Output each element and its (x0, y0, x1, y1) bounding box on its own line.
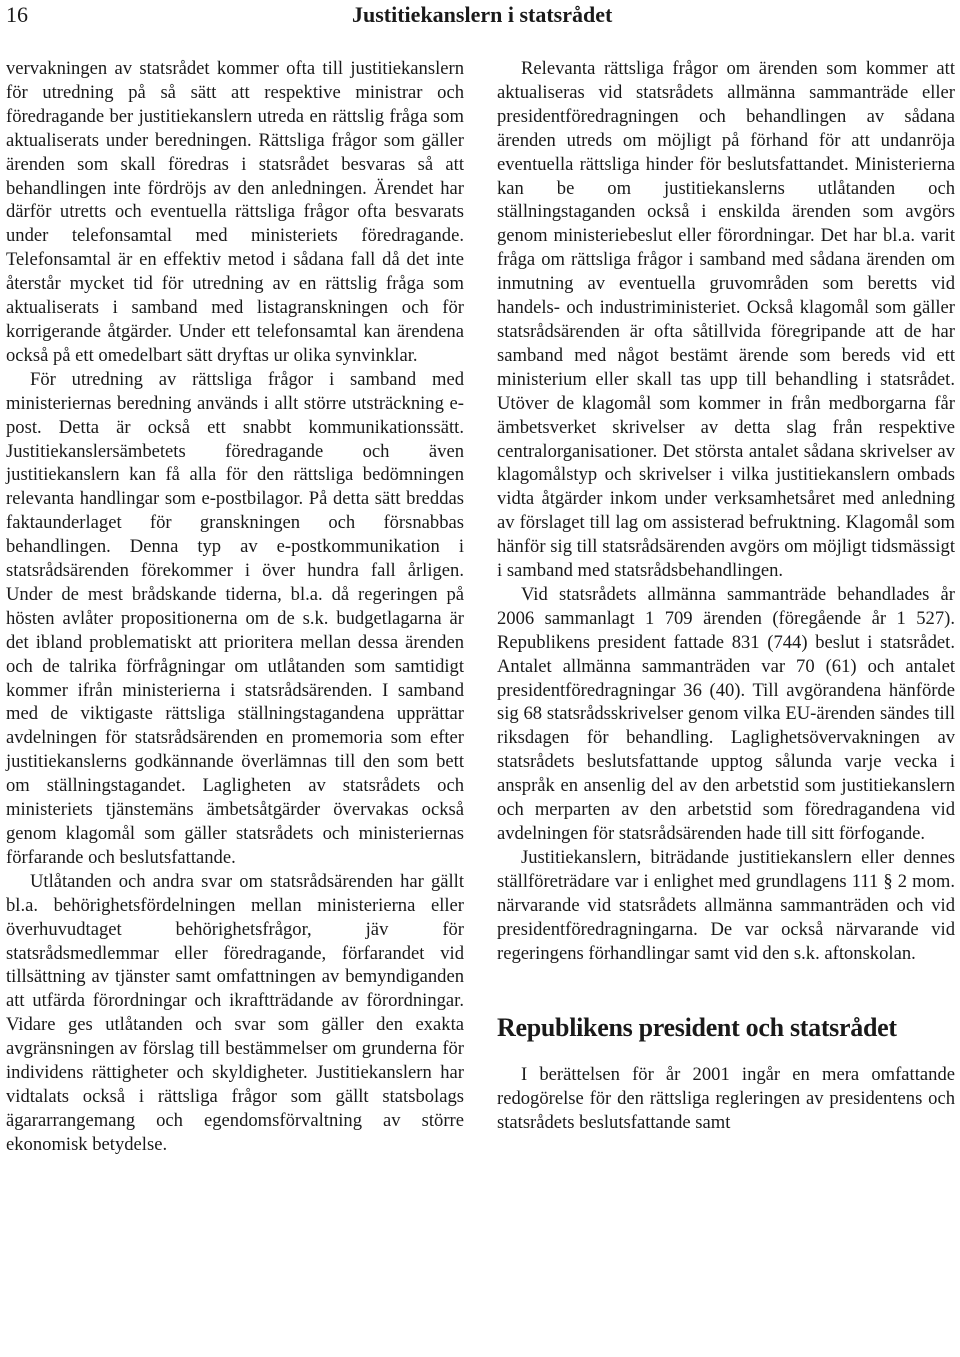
running-title: Justitiekanslern i statsrådet (352, 2, 613, 27)
body-paragraph: vervakningen av statsrådet kommer ofta till justitiekanslern för utredning på så sätt att respektive ministrar och föredragande ber justitiekanslern utreda en rättslig fråga som aktualiserats under beredningen. Rättsliga frågor som gäller ärenden som skall föredras i statsrådet besvaras så att behandlingen inte fördröjs av den anledningen. Ärendet har därför utretts och eventuella rättsliga frågor ofta besvarats under telefonsamtal med ministeriets föredragande. Telefonsamtal är en effektiv metod i sådana fall då det inte återstår mycket tid för utredning av en rättslig fråga som aktualiserats i samband med listagranskningen och för korrigerande åtgärder. Under ett telefonsamtal kan ärendena också på ett omedelbart sätt dryftas ur olika synvinklar. (6, 58, 464, 366)
right-column (497, 57, 955, 1135)
body-paragraph: Justitiekanslern, biträdande justitiekanslern eller dennes ställföreträdare var i enlighet med grundlagens 111 § 2 mom. närvarande vid statsrådets allmänna sammanträden och vid presidentföredragningarna. De var också närvarande vid regeringens förhandlingar samt vid den s.k. aftonskolan. (497, 846, 955, 964)
section-heading: Republikens president och statsrådet (497, 1013, 897, 1043)
body-paragraph: För utredning av rättsliga frågor i samband med ministeriernas beredning används i allt större utsträckning e-post. Detta är också ett snabbt kommunikationssätt. Justitiekanslersämbetets föredragande och även justitiekanslern kan få alla för den rättsliga bedömningen relevanta handlingar som e-postbilagor. På detta sätt breddas faktaunderlaget för granskningen och försnabbas behandlingen. Denna typ av e-postkommunikation i statsrådsärenden förekommer i över hundra fall årligen. Under de mest brådskande tiderna, bl.a. då regeringen på hösten avlåter propositionerna om de s.k. budgetlagarna är det ibland problematiskt att prioritera mellan dessa ärenden och de talrika förfrågningar om utlåtanden som samtidigt kommer ifrån ministerierna i statsrådsärenden. I samband med de viktigaste rättsliga ställningstagandena upprättar avdelningen för statsrådsärenden en promemoria som efter justitiekanslerns godkännande överlämnas till den som bett om ställningstagandet. Lagligheten av statsrådets och ministeriets tjänstemäns ämbetsåtgärder övervakas också genom klagomål som gäller statsrådets och ministeriernas förfarande och beslutsfattande. (6, 368, 464, 868)
body-paragraph: Relevanta rättsliga frågor om ärenden som kommer att aktualiseras vid statsrådets allmänna sammanträde eller presidentföredragningen och behandlingen av sådana ärenden utreds om möjligt på förhand för att undanröja eventuella rättsliga hinder för beslutsfattandet. Ministerierna kan be om justitiekanslerns utlåtanden och ställningstaganden också i enskilda ärenden som avgörs genom ministeriebeslut eller förordningar. Det har bl.a. varit fråga om rättsliga frågor i samband med sådana ärenden om inmutning av eventuella gruvområden som beretts vid handels- och industriministeriet. Också klagomål som gäller statsrådsärenden är ofta såtillvida föregripande att de har samband med något bestämt ärende som bereds vid ett ministerium eller skall tas upp till behandling i statsrådet. Utöver de klagomål som kommer in från medborgarna får ämbetsverket skrivelser av detta slag från respektive centralorganisationer. Det största antalet sådana skrivelser av klagomålstyp och skrivelser i vilka justitiekanslern ombads vidta åtgärder inkom under verksamhetsåret med anledning av förslaget till lag om assisterad befruktning. Klagomål som hänför sig till statsrådsärenden avgörs om möjligt tidsmässigt i samband med statsrådsbehandlingen. (497, 58, 955, 582)
body-paragraph: Utlåtanden och andra svar om statsrådsärenden har gällt bl.a. behörighetsfördelningen mellan ministerierna eller överhuvudtaget behörighetsfrågor, jäv för statsrådsmedlemmar eller föredragande, förfarandet vid tillsättning av tjänster samt omfattningen av bemyndiganden att utfärda förordningar och ikraftträdande av förordningar. Vidare ges utlåtanden och svar som gäller den exakta avgränsningen av förslag till bestämmelser om grunderna för individens rättigheter och skyldigheter. Justitiekanslern har vidtalats också i rättsliga frågor som gällt statsbolags ägararrangemang och egendomsförvaltning av större ekonomisk betydelse. (6, 870, 464, 1155)
page-number: 16 (6, 2, 28, 27)
body-paragraph: I berättelsen för år 2001 ingår en mera omfattande redogörelse för den rättsliga regleringen av presidentens och statsrådets beslutsfattande samt (497, 1064, 955, 1134)
left-column (6, 57, 464, 1157)
body-paragraph: Vid statsrådets allmänna sammanträde behandlades år 2006 sammanlagt 1 709 ärenden (föregående år 1 527). Republikens president fattade 831 (744) beslut i statsrådet. Antalet allmänna sammanträden var 70 (61) och antalet presidentföredragningar 36 (40). Till avgörandena hänförde sig 68 statsrådsskrivelser genom vilka EU-ärenden sändes till riksdagen för behandling. Laglighetsövervakningen av statsrådets beslutsfattande upptog sålunda varje vecka i anspråk en ansenlig del av den arbetstid som justitiekanslern och merparten av den arbetstid som föredragandena vid avdelningen för statsrådsärenden hade till sitt förfogande. (497, 583, 955, 844)
